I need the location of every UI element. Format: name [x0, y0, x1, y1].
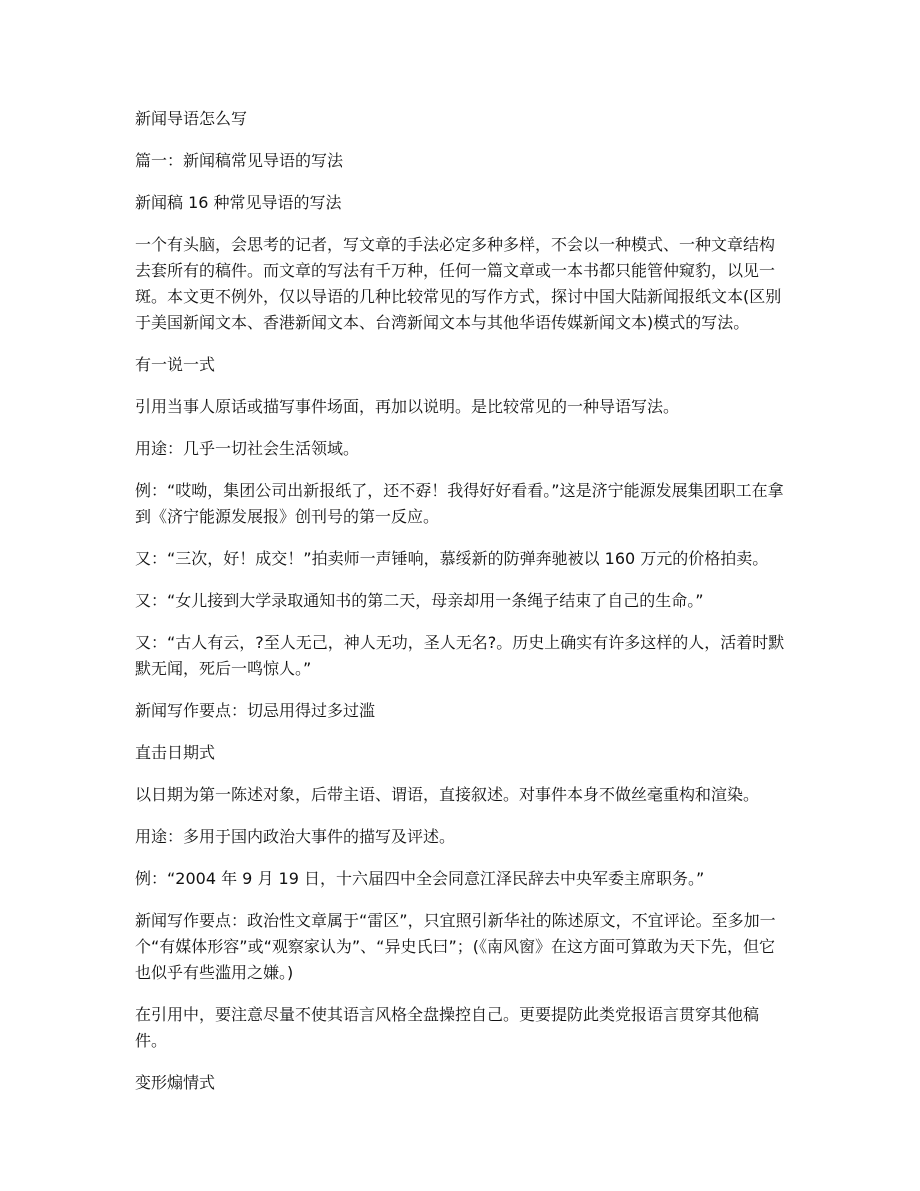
style-heading: 直击日期式: [135, 743, 216, 762]
paragraph: 用途：几乎一切社会生活领域。: [135, 439, 360, 458]
paragraph: 一个有头脑，会思考的记者，写文章的手法必定多种多样，不会以一种模式、一种文章结构去套所有的稿件。而文章的写法有千万种，任何一篇文章或一本书都只能管仲窥豹，以见一斑。本文更不例外，仅以导语的几种比较常见的写作方式，探讨中国大陆新闻报纸文本(区别于美国新闻文本、香港新闻文本、台湾新闻文本与其他华语传媒新闻文本)模式的写法。: [135, 235, 782, 332]
style-heading: 变形煽情式: [135, 1073, 216, 1092]
paragraph: 以日期为第一陈述对象，后带主语、谓语，直接叙述。对事件本身不做丝毫重构和渲染。: [135, 785, 760, 804]
section-heading: 篇一：新闻稿常见导语的写法: [135, 151, 344, 170]
paragraph: 新闻写作要点：政治性文章属于“雷区”，只宜照引新华社的陈述原文，不宜评论。至多加一个“有媒体形容”或“观察家认为”、“异史氏曰”；(《南风窗》在这方面可算敢为天下先，但它也似乎有些滥用之嫌。): [135, 911, 776, 982]
style-heading: 有一说一式: [135, 355, 216, 374]
subheading: 新闻稿 16 种常见导语的写法: [135, 193, 342, 212]
example-paragraph: 又：“三次，好！成交！”拍卖师一声锤响，慕绥新的防弹奔驰被以 160 万元的价格拍卖。: [135, 549, 769, 568]
document-body: [135, 106, 787, 1112]
paragraph: 用途：多用于国内政治大事件的描写及评述。: [135, 827, 456, 846]
document-title: 新闻导语怎么写: [135, 109, 248, 128]
example-paragraph: 又：“古人有云，?至人无己，神人无功，圣人无名?。历史上确实有许多这样的人，活着时默默无闻，死后一鸣惊人。”: [135, 633, 785, 678]
example-paragraph: 例：“2004 年 9 月 19 日，十六届四中全会同意江泽民辞去中央军委主席职务。”: [135, 869, 705, 888]
example-paragraph: 例：“哎呦，集团公司出新报纸了，还不孬！我得好好看看。”这是济宁能源发展集团职工在拿到《济宁能源发展报》创刊号的第一反应。: [135, 481, 784, 526]
paragraph: 在引用中，要注意尽量不使其语言风格全盘操控自己。更要提防此类党报语言贯穿其他稿件。: [135, 1005, 760, 1050]
paragraph: 新闻写作要点：切忌用得过多过滥: [135, 701, 376, 720]
example-paragraph: 又：“女儿接到大学录取通知书的第二天，母亲却用一条绳子结束了自己的生命。”: [135, 591, 704, 610]
paragraph: 引用当事人原话或描写事件场面，再加以说明。是比较常见的一种导语写法。: [135, 397, 680, 416]
